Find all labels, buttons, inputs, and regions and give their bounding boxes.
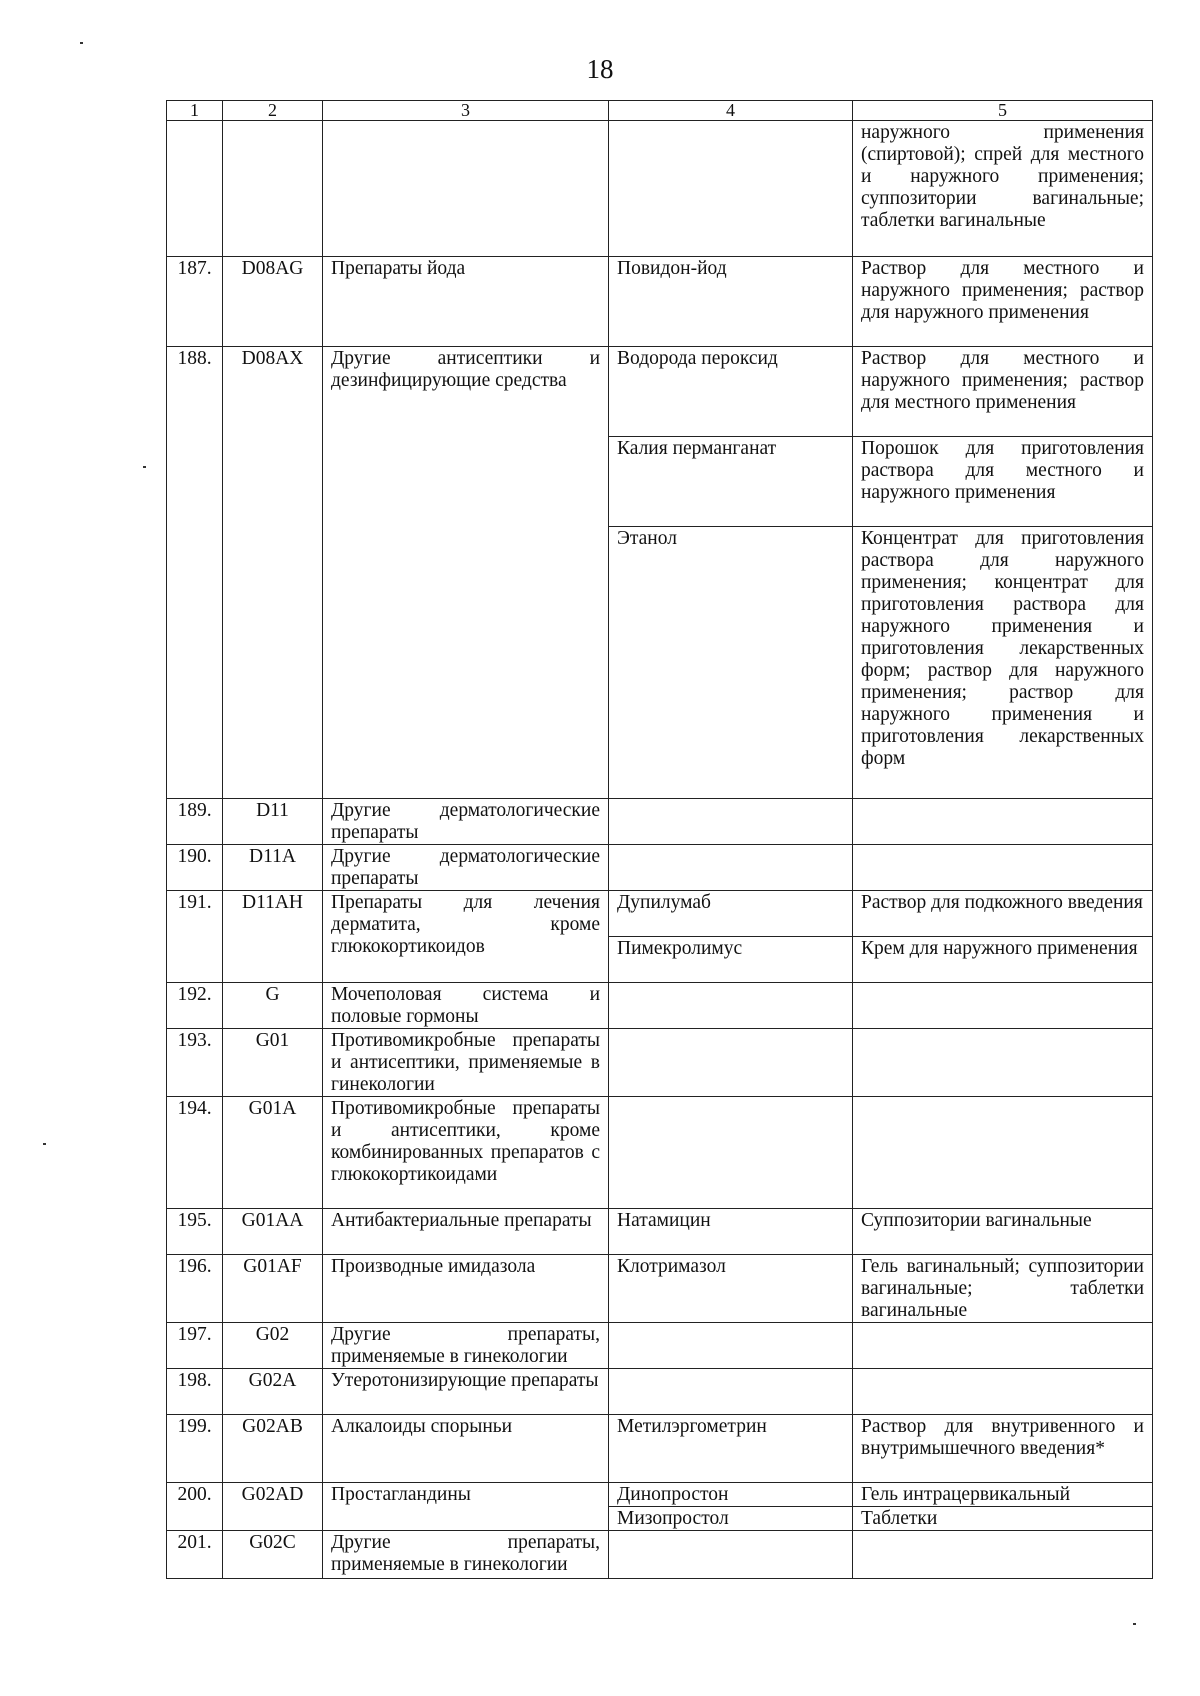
atc-code: G01AF [223,1255,323,1323]
drug-name [609,1323,853,1369]
dosage-form: Раствор для местного и наружного применения; раствор для местного применения [853,347,1153,437]
dosage-form [853,1323,1153,1369]
column-header-2: 2 [223,101,323,121]
atc-code: G02AD [223,1483,323,1531]
column-header-4: 4 [609,101,853,121]
table-row [167,1415,1153,1483]
atc-code: G01 [223,1029,323,1097]
drug-name: Водорода пероксид [609,347,853,437]
table-row [167,891,1153,937]
dosage-form [853,983,1153,1029]
table-row [167,1097,1153,1209]
group-name: Противомикробные препараты и антисептики, применяемые в гинекологии [323,1029,609,1097]
row-number: 191. [167,891,223,983]
row-number: 194. [167,1097,223,1209]
atc-code: G [223,983,323,1029]
atc-code: G02 [223,1323,323,1369]
group-name: Мочеполовая система и половые гормоны [323,983,609,1029]
drug-name: Метилэргометрин [609,1415,853,1483]
dosage-form: Раствор для местного и наружного применения; раствор для наружного применения [853,257,1153,347]
table-row [167,1323,1153,1369]
group-name: Утеротонизирующие препараты [323,1369,609,1415]
row-number: 189. [167,799,223,845]
table-row [167,1209,1153,1255]
dosage-form: Раствор для подкожного введения [853,891,1153,937]
drug-name: Мизопростол [609,1507,853,1531]
drug-name [609,1369,853,1415]
row-number: 197. [167,1323,223,1369]
dosage-form: Концентрат для приготовления раствора для наружного применения; концентрат для приготовления раствора для наружного применения и приготовления лекарственных форм; раствор для наружного применения; раствор для наружного применения и приготовления лекарственных форм [853,527,1153,799]
row-number [167,121,223,257]
atc-code: D11A [223,845,323,891]
column-header-3: 3 [323,101,609,121]
drug-name [609,121,853,257]
row-number: 192. [167,983,223,1029]
group-name: Другие дерматологические препараты [323,799,609,845]
column-header-1: 1 [167,101,223,121]
row-number: 188. [167,347,223,799]
group-name: Противомикробные препараты и антисептики, кроме комбинированных препаратов с глюкокортикоидами [323,1097,609,1209]
drug-name [609,1029,853,1097]
dosage-form: Крем для наружного применения [853,937,1153,983]
group-name: Препараты йода [323,257,609,347]
drug-name: Повидон-йод [609,257,853,347]
row-number: 193. [167,1029,223,1097]
group-name [323,121,609,257]
drug-name [609,799,853,845]
row-number: 201. [167,1531,223,1579]
scan-speck [1133,1623,1136,1625]
table-row [167,983,1153,1029]
table-row [167,257,1153,347]
drug-name: Калия перманганат [609,437,853,527]
table-row [167,1255,1153,1323]
row-number: 190. [167,845,223,891]
scan-speck [80,42,83,44]
atc-code: D11AH [223,891,323,983]
group-name: Производные имидазола [323,1255,609,1323]
row-number: 196. [167,1255,223,1323]
group-name: Алкалоиды спорыньи [323,1415,609,1483]
dosage-form [853,1531,1153,1579]
drug-name [609,1097,853,1209]
group-name: Антибактериальные препараты [323,1209,609,1255]
dosage-form [853,1029,1153,1097]
group-name: Простагландины [323,1483,609,1531]
scan-speck [43,1143,46,1145]
atc-code: G01AA [223,1209,323,1255]
column-header-5: 5 [853,101,1153,121]
page-number: 18 [586,54,614,84]
dosage-form: Гель вагинальный; суппозитории вагинальные; таблетки вагинальные [853,1255,1153,1323]
dosage-form [853,1369,1153,1415]
drug-name [609,983,853,1029]
table-row [167,799,1153,845]
drug-list-table [166,100,1153,1579]
table-row [167,1483,1153,1507]
atc-code: D11 [223,799,323,845]
drug-name [609,1531,853,1579]
row-number: 198. [167,1369,223,1415]
table-body [167,121,1153,1579]
dosage-form: Порошок для приготовления раствора для местного и наружного применения [853,437,1153,527]
scan-speck [143,466,146,468]
atc-code: G01A [223,1097,323,1209]
drug-name: Дупилумаб [609,891,853,937]
table-row [167,121,1153,257]
dosage-form [853,799,1153,845]
dosage-form: Таблетки [853,1507,1153,1531]
row-number: 200. [167,1483,223,1531]
drug-name [609,845,853,891]
table-header-row [167,101,1153,121]
atc-code: G02C [223,1531,323,1579]
drug-name: Пимекролимус [609,937,853,983]
group-name: Другие антисептики и дезинфицирующие средства [323,347,609,799]
row-number: 199. [167,1415,223,1483]
drug-name: Клотримазол [609,1255,853,1323]
dosage-form [853,1097,1153,1209]
table-row [167,347,1153,437]
dosage-form: Раствор для внутривенного и внутримышечного введения* [853,1415,1153,1483]
dosage-form [853,845,1153,891]
row-number: 195. [167,1209,223,1255]
group-name: Другие препараты, применяемые в гинекологии [323,1323,609,1369]
group-name: Препараты для лечения дерматита, кроме глюкокортикоидов [323,891,609,983]
table-row [167,845,1153,891]
group-name: Другие дерматологические препараты [323,845,609,891]
table-row [167,1029,1153,1097]
table-row [167,1369,1153,1415]
drug-name: Натамицин [609,1209,853,1255]
dosage-form: наружного применения (спиртовой); спрей для местного и наружного применения; суппозитории вагинальные; таблетки вагинальные [853,121,1153,257]
atc-code: G02AB [223,1415,323,1483]
drug-name: Динопростон [609,1483,853,1507]
atc-code: D08AG [223,257,323,347]
row-number: 187. [167,257,223,347]
drug-name: Этанол [609,527,853,799]
dosage-form: Суппозитории вагинальные [853,1209,1153,1255]
atc-code: D08AX [223,347,323,799]
atc-code: G02A [223,1369,323,1415]
atc-code [223,121,323,257]
group-name: Другие препараты, применяемые в гинекологии [323,1531,609,1579]
dosage-form: Гель интрацервикальный [853,1483,1153,1507]
table-row [167,1531,1153,1579]
